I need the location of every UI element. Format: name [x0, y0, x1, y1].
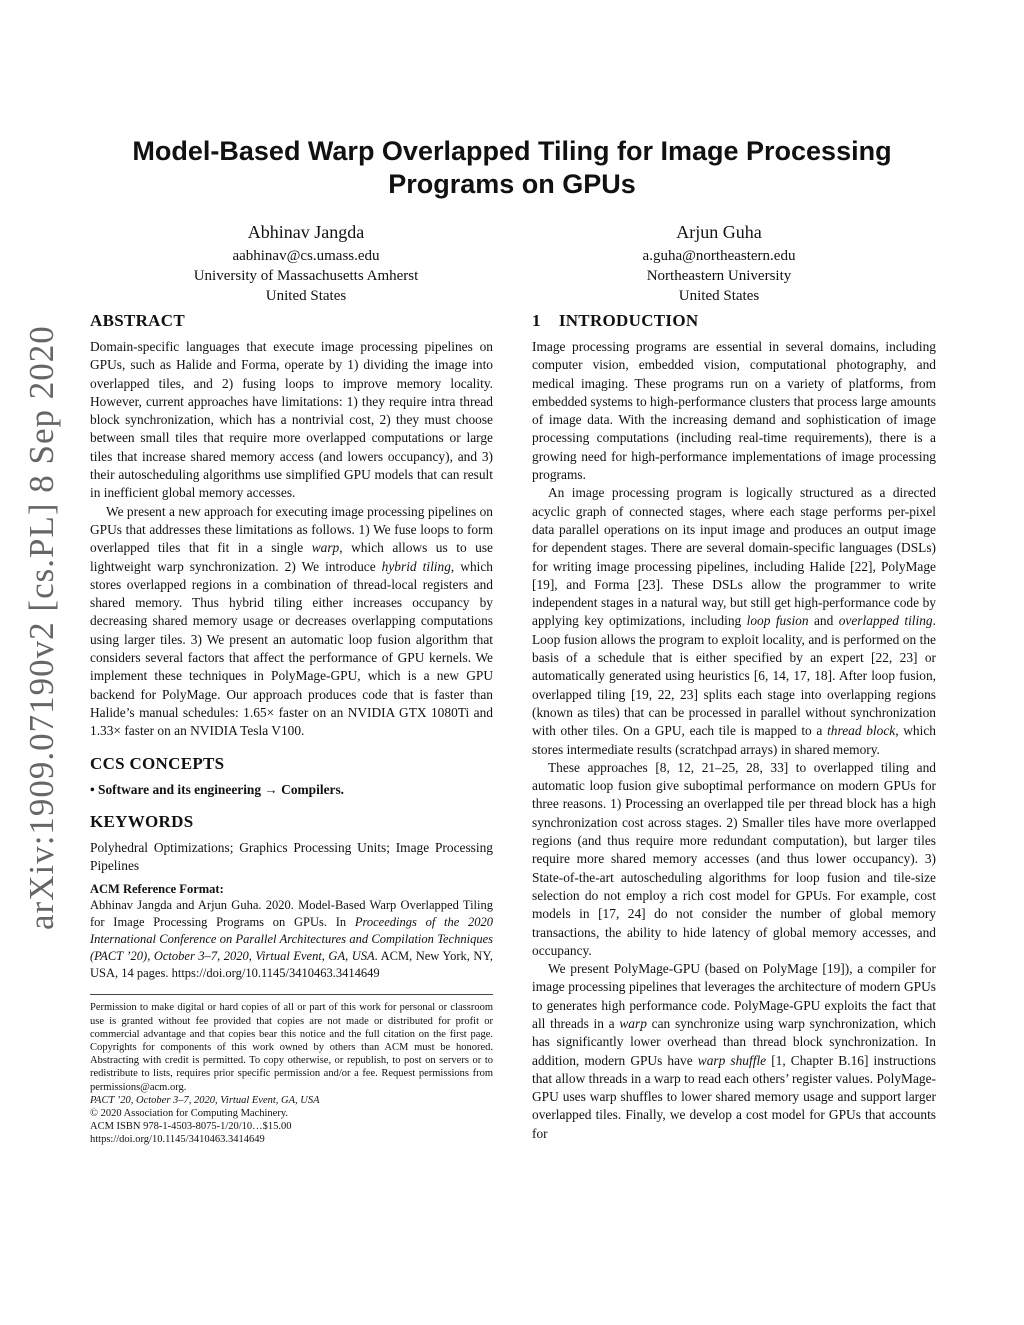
permission-block: [90, 1001, 493, 1146]
author-block-2: [545, 220, 893, 306]
ccs-concepts: • Software and its engineering → Compilers.: [90, 781, 345, 797]
text-run: and: [808, 613, 839, 629]
keywords-text: Polyhedral Optimizations; Graphics Processing Units; Image Processing Pipelines: [90, 839, 493, 874]
text-run: We present PolyMage-GPU (based on PolyMage [19]), a compiler for image processing pipelines that leverages the architecture of modern GPUs to generates high performance code. PolyMage-GPU exploits the fact that all threads in a: [532, 961, 936, 1031]
isbn-line: ACM ISBN 978-1-4503-8075-1/20/10…$15.00: [90, 1121, 292, 1133]
author-affiliation: Northeastern University: [646, 268, 792, 284]
copyright-line: © 2020 Association for Computing Machinery.: [90, 1108, 289, 1120]
section-title: INTRODUCTION: [558, 311, 699, 330]
emphasis-loop-fusion: loop fusion: [746, 613, 809, 629]
emphasis-overlapped-tiling: overlapped tiling: [838, 613, 933, 629]
right-column: [532, 310, 936, 1143]
text-run: . Loop fusion allows the program to exploit locality, and is performed on the basis of a schedule that is either specified by an expert [22, 23] or automatically generated using heuristics [6, 14, 17, 18]. After loop fusion, overlapped tiling [19, 22, 23] splits each stage into overlapping regions (known as tiles) that can be processed in parallel without synchronization with other tiles. On a GPU, each tile is mapped to a: [532, 613, 936, 739]
footnote-divider: [90, 994, 493, 995]
author-name: Arjun Guha: [676, 222, 762, 242]
abstract-paragraph-2: [90, 503, 493, 741]
intro-paragraph-3: These approaches [8, 12, 21–25, 28, 33] to overlapped tiling and automatic loop fusion give suboptimal performance on modern GPUs for three reasons. 1) Processing an overlapped tile per thread block has a high synchronization cost across stages. 2) Smaller tiles have more overlapped regions (and thus require more redundant computation), but larger tiles require more shared memory accesses (and thus lower occupancy). 3) State-of-the-art autoscheduling algorithms for loop fusion and tile-size selection do not employ a rich cost model for GPUs. For example, cost models in [17, 24] do not consider the number of global memory transactions, the ability to hide latency of global memory accesses, and occupancy.: [532, 759, 936, 958]
intro-paragraph-1: Image processing programs are essential in several domains, including computer vision, embedded vision, computational photography, and medical imaging. These programs run on a variety of platforms, from embedded systems to high-performance clusters that process large amounts of image data. With the increasing demand and sophistication of image processing computations (including real-time requirements), there is a growing need for high-performance implementations of image processing programs.: [532, 339, 936, 483]
text-run: , which stores intermediate results (scratchpad arrays) in shared memory.: [532, 723, 936, 757]
title-line-1: Model-Based Warp Overlapped Tiling for Image Processing: [132, 136, 892, 166]
text-run: We present a new approach for executing image processing pipelines on GPUs that addresses these limitations as follows. 1) We fuse loops to form overlapped tiles that fit in a single: [90, 503, 493, 556]
author-country: United States: [678, 288, 760, 304]
arxiv-identifier: arXiv:1909.07190v2 [cs.PL] 8 Sep 2020: [22, 325, 61, 930]
doi-line: https://doi.org/10.1145/3410463.3414649: [90, 1134, 265, 1146]
left-column: [90, 310, 493, 1147]
author-affiliation: University of Massachusetts Amherst: [193, 268, 419, 284]
text-run: [1, Chapter B.16] instructions that allow threads in a warp to read each others’ register values. PolyMage-GPU uses warp shuffles to lower shared memory usage and support larger overlapped tiles. Finally, we develop a cost model for GPUs that accounts for: [532, 1052, 936, 1141]
ccs-heading: CCS CONCEPTS: [90, 753, 225, 773]
reference-venue: Proceedings of the 2020 International Conference on Parallel Architectures and Compilation Techniques (PACT ’20), October 3–7, 2020, Virtual Event, GA, USA: [90, 915, 493, 964]
intro-paragraph-4: [532, 960, 936, 1143]
keywords-heading: KEYWORDS: [90, 811, 194, 831]
author-block-1: [130, 220, 482, 306]
emphasis-thread-block: thread block: [827, 723, 896, 739]
text-run: , which allows us to use lightweight warp synchronization. 2) We introduce: [90, 540, 494, 574]
emphasis-warp: warp: [619, 1015, 647, 1031]
text-run: , which stores overlapped regions in a combination of thread-local registers and shared memory. Thus hybrid tiling either increases occupancy by decreasing shared memory usage or decreases overlapping computations using larger tiles. 3) We present an automatic loop fusion algorithm that considers several factors that affect the performance of GPU kernels. We implement these techniques in PolyMage-GPU, which is a new GPU backend for PolyMage. Our approach produces code that is faster than Halide’s manual schedules: 1.65× faster on an NVIDIA GTX 1080Ti and 1.33× faster on an NVIDIA Tesla V100.: [90, 558, 494, 739]
title-line-2: Programs on GPUs: [388, 169, 636, 199]
text-run: . ACM, New York, NY, USA, 14 pages. https://doi.org/10.1145/3410463.3414649: [90, 949, 493, 981]
permission-venue: PACT ’20, October 3–7, 2020, Virtual Event, GA, USA: [90, 1094, 320, 1106]
reference-format-text: [90, 897, 493, 982]
text-run: An image processing program is logically structured as a directed acyclic graph of connected stages, where each stage performs per-pixel data parallel operations on its input image and produces an output image for dependent stages. There are several domain-specific languages (DSLs) for writing image processing pipelines, including Halide [22], PolyMage [19], and Forma [23]. These DSLs allow the programmer to write independent stages in a natural way, but still get high-performance code by applying key optimizations, including: [532, 485, 936, 629]
emphasis-hybrid-tiling: hybrid tiling: [381, 558, 451, 574]
text-run: can synchronize using warp synchronization, which has significantly lower overhead than thread block synchronization. In addition, modern GPUs have: [532, 1015, 936, 1068]
author-country: United States: [265, 288, 347, 304]
emphasis-warp-shuffle: warp shuffle: [697, 1052, 767, 1068]
author-name: Abhinav Jangda: [247, 222, 365, 242]
abstract-heading: ABSTRACT: [90, 311, 185, 330]
emphasis-warp: warp: [311, 540, 340, 556]
intro-paragraph-2: [532, 484, 936, 758]
introduction-heading: [532, 310, 936, 332]
reference-format-heading: ACM Reference Format:: [90, 882, 224, 897]
text-run: Abhinav Jangda and Arjun Guha. 2020. Model-Based Warp Overlapped Tiling for Image Processing Programs on GPUs. In: [90, 898, 493, 930]
author-email: aabhinav@cs.umass.edu: [232, 248, 380, 264]
abstract-paragraph-1: Domain-specific languages that execute image processing pipelines on GPUs, such as Halide and Forma, operate by 1) dividing the image into overlapped tiles, and 2) fusing loops to improve memory locality. However, current approaches have limitations: 1) they require intra thread block synchronization, which has a nontrivial cost, 2) they must choose between small tiles that require more overlapped computations or large tiles that increase shared memory access (and lowers occupancy), and 3) their autoscheduling algorithms use simplified GPU models that can result in inefficient global memory accesses.: [90, 339, 493, 501]
permission-text: Permission to make digital or hard copies of all or part of this work for personal or classroom use is granted without fee provided that copies are not made or distributed for profit or commercial advantage and that copies bear this notice and the full citation on the first page. Copyrights for components of this work owned by others than ACM must be honored. Abstracting with credit is permitted. To copy otherwise, or republish, to post on servers or to redistribute to lists, requires prior specific permission and/or a fee. Request permissions from permissions@acm.org.: [90, 1002, 493, 1093]
section-number: 1: [532, 311, 541, 330]
author-email: a.guha@northeastern.edu: [642, 248, 796, 264]
paper-title: [90, 135, 934, 201]
